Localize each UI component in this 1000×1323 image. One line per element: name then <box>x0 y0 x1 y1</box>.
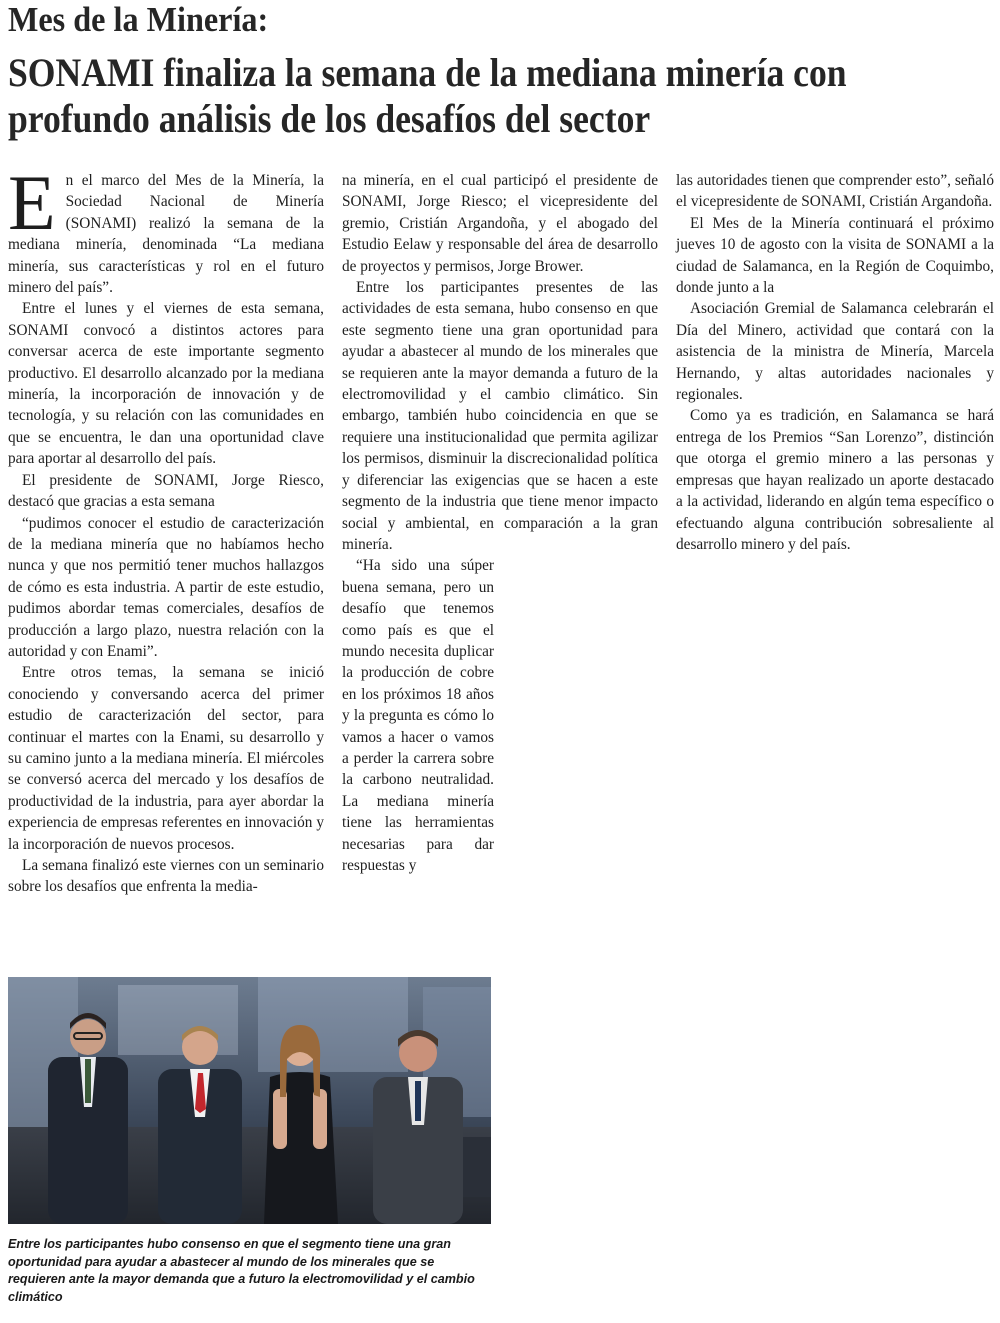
article-column-1 <box>8 159 324 898</box>
paragraph: El Mes de la Minería continuará el próximo jueves 10 de agosto con la visita de SONAMI a la ciudad de Salamanca, en la Región de Coquimbo, donde junto a la <box>676 214 994 297</box>
paragraph: La semana finalizó este viernes con un seminario sobre los desafíos que enfrenta la media- <box>8 857 324 896</box>
article-photo <box>8 977 491 1224</box>
paragraph: Entre el lunes y el viernes de esta semana, SONAMI convocó a distintos actores para conversar acerca de este importante segmento productivo. El desarrollo alcanzado por la mediana minería, la incorporación de innovación y de tecnología, y su relación con las comunidades en que se encuentra, le dan una oportunidad clave para aportar al desarrollo del país. <box>8 300 324 468</box>
article-headline: SONAMI finaliza la semana de la mediana minería con profundo análisis de los desafíos del sector <box>8 50 847 141</box>
quote-paragraph: “Ha sido una súper buena semana, pero un desafío que tenemos como país es que el mundo necesita duplicar la producción de cobre en los próximos 18 años y la pregunta es cómo lo vamos a hacer o vamos a perder la carrera sobre la carbono neutralidad. La mediana minería tiene las herramientas necesarias para dar respuestas y <box>342 557 494 874</box>
paragraph: Asociación Gremial de Salamanca celebrarán el Día del Minero, actividad que contará con la asistencia de la ministra de Minería, Marcela Hernando, y altas autoridades nacionales y regionales. <box>676 300 994 404</box>
group-photo-illustration <box>8 977 491 1224</box>
paragraph: n el marco del Mes de la Minería, la Sociedad Nacional de Minería (SONAMI) realizó la semana de la mediana minería, denominada “La mediana minería, sus características y rol en el futuro minero del país”. <box>8 172 324 297</box>
paragraph: na minería, en el cual participó el presidente de SONAMI, Jorge Riesco; el vicepresidente del gremio, Cristián Argandoña, y el abogado del Estudio Eelaw y responsable del área de desarrollo de proyectos y permisos, Jorge Brower. <box>342 172 658 275</box>
photo-caption: Entre los participantes hubo consenso en que el segmento tiene una gran oportunidad para ayudar a abastecer al mundo de los minerales que se requieren ante la mayor demanda que a futuro la electromovilidad y el cambio climático <box>8 1237 475 1304</box>
drop-cap: E <box>8 159 56 246</box>
paragraph: Entre los participantes presentes de las actividades de esta semana, hubo consenso en que este segmento tiene una gran oportunidad para ayudar a abastecer al mundo de los minerales que se requieren ante la mayor demanda a futuro de la electromovilidad y el cambio climático. Sin embargo, también hubo coincidencia en que se requiere una institucionalidad que permita agilizar los permisos, disminuir la discrecionalidad política y diferenciar las exigencias que se hacen a este segmento de la industria que tiene menor impacto social y ambiental, en comparación a la gran minería. <box>342 279 658 553</box>
quote-paragraph: “pudimos conocer el estudio de caracterización de la mediana minería que no habíamos hecho nunca y que nos permitió tener muchos hallazgos de cómo es esta industria. A partir de este estudio, pudimos abordar temas comerciales, desafíos de producción a largo plazo, nuestra relación con la autoridad y con Enami”. <box>8 514 324 660</box>
paragraph: El presidente de SONAMI, Jorge Riesco, destacó que gracias a esta semana <box>8 471 324 511</box>
article-column-3 <box>676 170 994 555</box>
paragraph: las autoridades tienen que comprender esto”, señaló el vicepresidente de SONAMI, Cristián Argandoña. <box>676 172 994 211</box>
paragraph: Entre otros temas, la semana se inició conociendo y conversando acerca del primer estudio de caracterización del sector, para continuar el martes con la Enami, su desarrollo y su camino junto a la mediana minería. El miércoles se conversó acerca del mercado y los desafíos de productividad de la industria, para ayer abordar la experiencia de empresas referentes en innovación y la incorporación de nuevos procesos. <box>8 664 324 853</box>
section-kicker: Mes de la Minería: <box>8 0 269 39</box>
paragraph: Como ya es tradición, en Salamanca se hará entrega de los Premios “San Lorenzo”, distinción que otorga el gremio minero a las personas y empresas que hayan realizado un aporte destacado a la actividad, liderando en algún tema específico o efectuando alguna contribución sobresaliente al desarrollo minero y del país. <box>676 407 994 553</box>
article-column-2 <box>342 170 658 876</box>
